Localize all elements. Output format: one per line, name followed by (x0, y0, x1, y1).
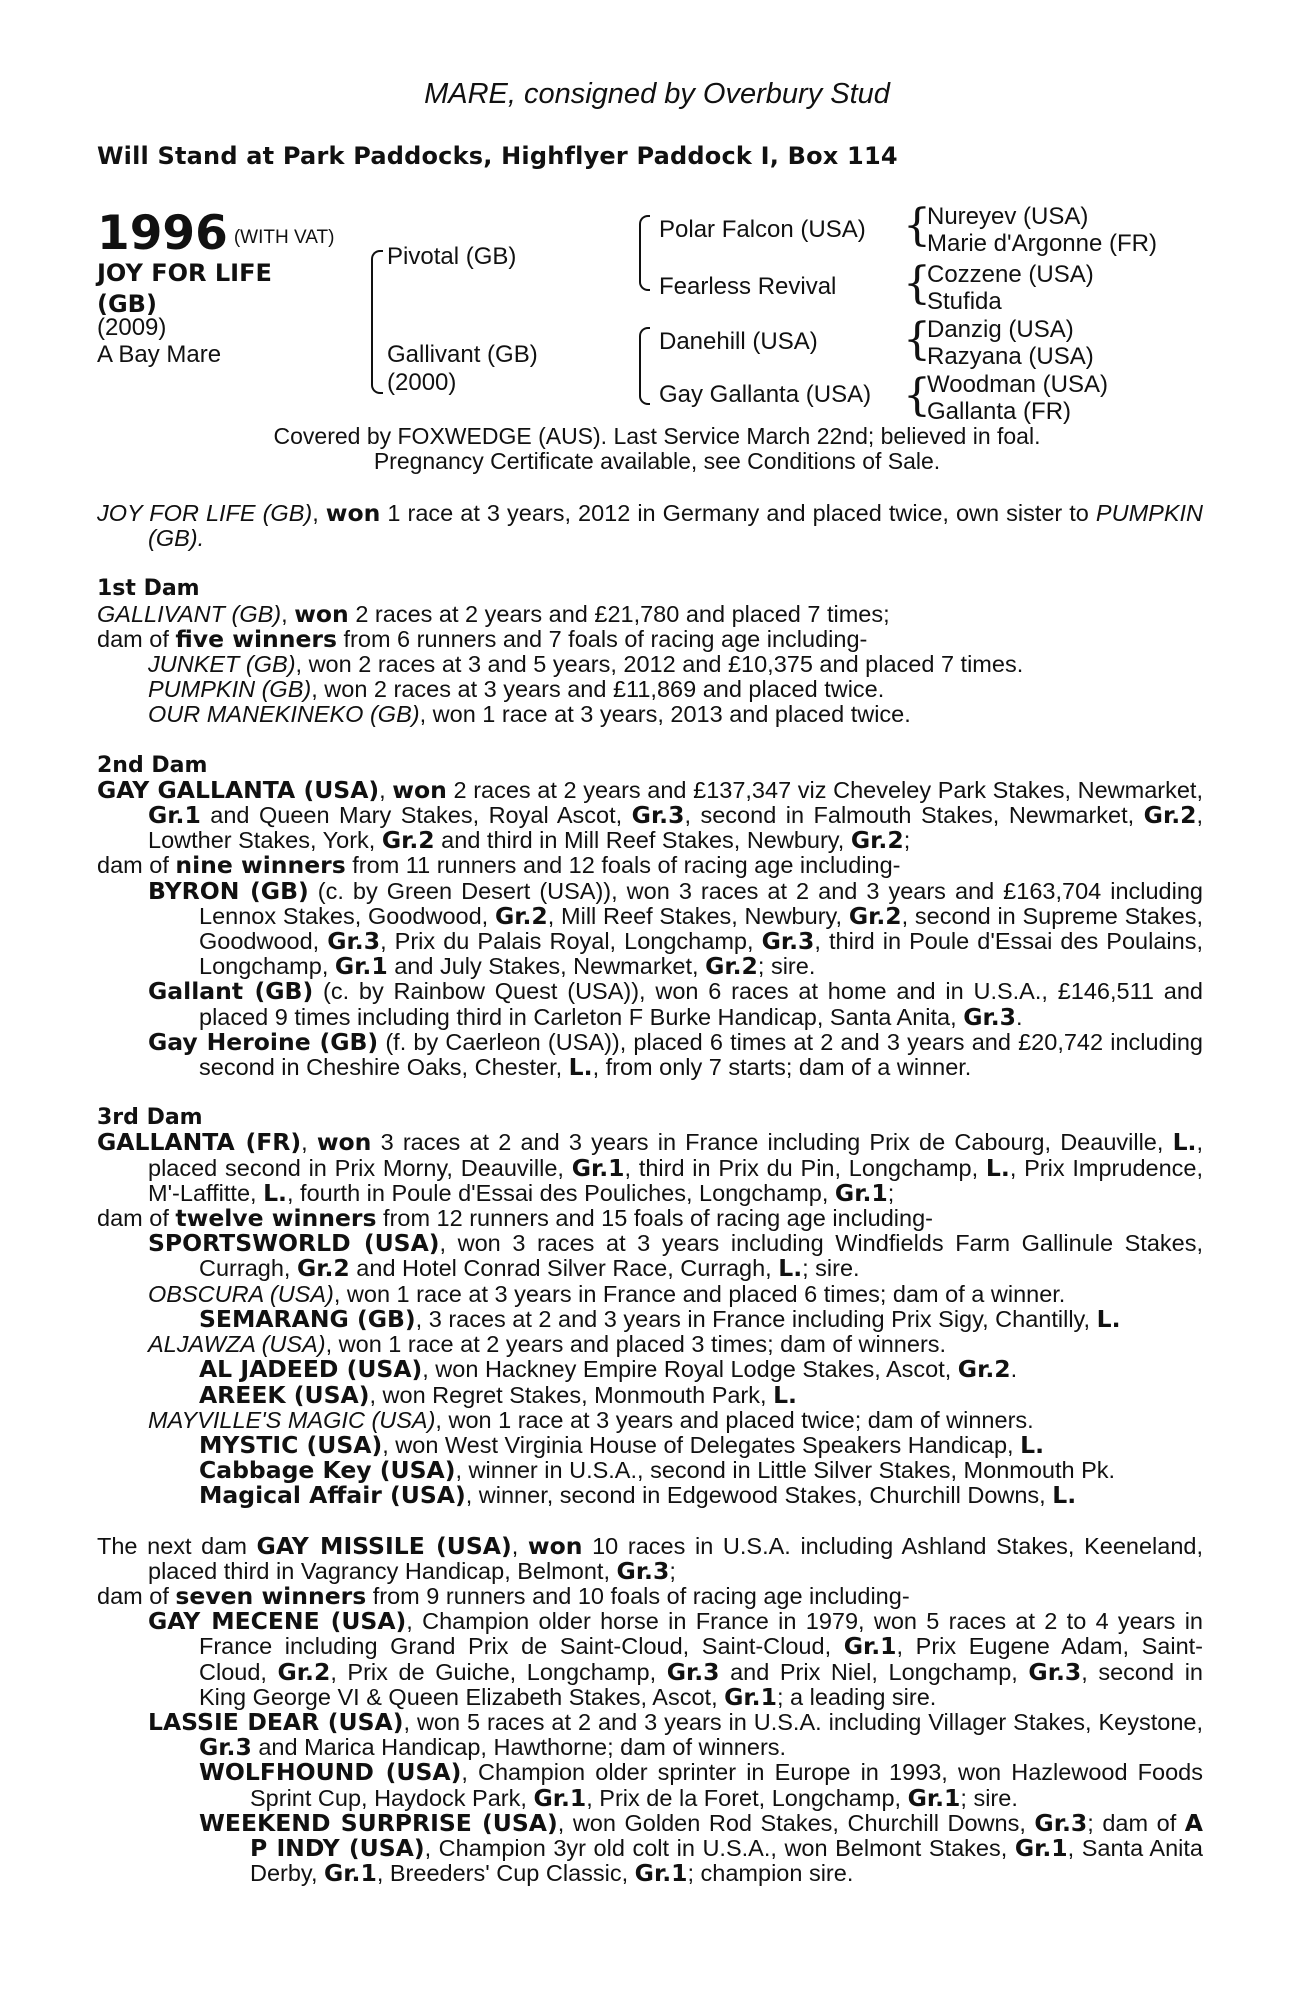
grade-label: Gr.2 (848, 901, 902, 930)
listed-label: L. (1096, 1304, 1121, 1333)
grade-label: Gr.3 (1028, 1657, 1082, 1686)
first-dam-summary (97, 624, 1203, 653)
record-text: , won 3 races at 3 years including Windfields Farm Gallinule Stakes, Curragh, (199, 1230, 1204, 1282)
pedigree-gen3-6: Razyana (USA) (927, 343, 1094, 370)
won-label: won (527, 1531, 583, 1560)
grade-label: Gr.3 (616, 1556, 670, 1585)
listed-label: L. (1172, 1128, 1197, 1157)
progeny-name: PUMPKIN (GB) (148, 676, 312, 703)
progeny-name: Gallant (GB) (148, 977, 314, 1006)
grade-label: Gr.2 (705, 952, 758, 981)
record-text: , Lowther Stakes, York, (148, 802, 1204, 854)
pedigree-gen2-1: Polar Falcon (USA) (659, 216, 866, 243)
grade-label: Gr.3 (631, 801, 685, 830)
progeny-name: MAYVILLE'S MAGIC (USA) (148, 1406, 436, 1433)
dam-of-label: dam of (97, 625, 176, 652)
pedigree-brace-3: { (903, 314, 931, 365)
progeny-name: MYSTIC (USA) (199, 1430, 383, 1459)
pedigree-gen2-2: Fearless Revival (659, 273, 837, 300)
third-dam-name: GALLANTA (FR) (97, 1128, 302, 1157)
horse-name-intro: JOY FOR LIFE (GB) (97, 500, 313, 526)
listed-label: L. (985, 1153, 1010, 1182)
record-text: and Hotel Conrad Silver Race, Curragh, (349, 1255, 779, 1282)
listed-label: L. (263, 1178, 287, 1207)
record-text: ; sire. (757, 953, 816, 980)
grade-label: Gr.1 (1014, 1833, 1068, 1862)
record-text: and July Stakes, Newmarket, (387, 953, 706, 980)
second-dam-summary (97, 853, 1203, 878)
progeny-name: WOLFHOUND (USA) (199, 1758, 462, 1787)
record-text: 10 races in U.S.A. including Ashland Stakes, Keeneland, placed third in Vagrancy Handicap, Belmont, (148, 1532, 1204, 1584)
grade-label: Gr.1 (571, 1153, 625, 1182)
progeny-name: AREEK (USA) (199, 1380, 370, 1409)
progeny-mayvilles-magic (97, 1408, 1203, 1433)
record-text: (c. by Rainbow Quest (USA)), won 6 races at home and in U.S.A., £146,511 and placed 9 times including third in Carleton F Burke Handicap, Santa Anita, (199, 978, 1203, 1030)
winners-count: twelve winners (175, 1204, 377, 1233)
pedigree-brace-1: { (903, 200, 931, 251)
next-dam-summary (97, 1581, 1203, 1610)
grade-label: Gr.1 (724, 1682, 777, 1711)
record-text: , won West Virginia House of Delegates Speakers Handicap, (382, 1431, 1021, 1458)
progeny-name: Cabbage Key (USA) (199, 1456, 456, 1485)
listed-label: L. (773, 1380, 797, 1409)
next-dam-name: GAY MISSILE (USA) (256, 1531, 512, 1560)
progeny-name: SPORTSWORLD (USA) (148, 1229, 440, 1258)
record-text: ; sire. (960, 1784, 1018, 1811)
pedigree-bracket-gen1 (371, 250, 383, 394)
grade-label: Gr.2 (381, 826, 435, 855)
record-text: ; (887, 1179, 895, 1206)
third-dam-heading: 3rd Dam (97, 1105, 203, 1131)
pedigree-brace-4: { (903, 370, 931, 421)
record-text: , third in Prix du Pin, Longchamp, (624, 1154, 986, 1181)
pedigree-gen3-8: Gallanta (FR) (927, 398, 1072, 425)
record-text: and Prix Niel, Longchamp, (719, 1658, 1029, 1685)
first-dam-record: GALLIVANT (GB), won 2 races at 2 years and £21,780 and placed 7 times; (97, 599, 890, 628)
horse-name-country: (GB) (97, 290, 157, 318)
dam-of-label: dam of (97, 852, 176, 879)
pedigree-gen3-3: Cozzene (USA) (927, 261, 1094, 288)
dam-of-text: from 9 runners and 10 foals of racing age including- (366, 1582, 910, 1609)
second-dam-heading: 2nd Dam (97, 752, 208, 778)
vat-note: (WITH VAT) (233, 227, 335, 248)
grand-progeny-magical-affair (97, 1483, 1203, 1508)
progeny-gallant (97, 979, 1203, 1029)
progeny-name: WEEKEND SURPRISE (USA) (199, 1808, 558, 1837)
listed-label: L. (1020, 1430, 1045, 1459)
record-text: , Prix du Palais Royal, Longchamp, (380, 928, 762, 955)
record-text: , winner, second in Edgewood Stakes, Churchill Downs, (465, 1482, 1053, 1509)
grade-label: Gr.2 (957, 1355, 1011, 1384)
record-text: , second in Falmouth Stakes, Newmarket, (684, 802, 1144, 829)
pedigree-bracket-dam-side (639, 327, 650, 405)
progeny-name: OBSCURA (USA) (148, 1280, 334, 1307)
pedigree-gen3-1: Nureyev (USA) (927, 203, 1089, 230)
record-text: and Marica Handicap, Hawthorne; dam of winners. (251, 1734, 787, 1761)
grade-label: Gr.2 (850, 826, 904, 855)
record-text: , won 5 races at 2 and 3 years in U.S.A. including Villager Stakes, Keystone, (403, 1708, 1204, 1735)
record-text: , fourth in Poule d'Essai des Pouliches, Longchamp, (286, 1179, 835, 1206)
grade-label: Gr.2 (1143, 801, 1197, 830)
dam-of-label: dam of (97, 1205, 176, 1232)
grade-label: Gr.2 (296, 1254, 350, 1283)
first-dam-name: GALLIVANT (GB) (97, 600, 282, 627)
grade-label: Gr.3 (199, 1733, 252, 1762)
pedigree-gen2-3: Danehill (USA) (659, 328, 818, 355)
horse-description: A Bay Mare (97, 341, 222, 368)
grade-label: Gr.1 (533, 1783, 587, 1812)
record-text: 2 races at 2 years and £137,347 viz Cheveley Park Stakes, Newmarket, (446, 776, 1203, 803)
pedigree-gen3-5: Danzig (USA) (927, 316, 1074, 343)
dam-of-text: from 6 runners and 7 foals of racing age including- (336, 625, 868, 652)
won-label: won (325, 499, 381, 527)
grand-progeny-weekend-surprise (97, 1808, 1203, 1888)
next-dam-label: The next dam (97, 1532, 257, 1559)
grade-label: Gr.1 (907, 1783, 961, 1812)
spacer (97, 1080, 1203, 1105)
progeny-text: , won 1 race at 3 years, 2013 and placed twice. (419, 701, 911, 728)
pedigree-sire: Pivotal (GB) (387, 243, 517, 270)
record-text: (c. by Green Desert (USA)), won 3 races at 2 and 3 years and £163,704 including Lennox Stakes, Goodwood, (199, 877, 1203, 929)
grade-label: Gr.1 (843, 1632, 897, 1661)
third-dam-summary (97, 1206, 1203, 1231)
grade-label: Gr.2 (494, 901, 548, 930)
record-text: , Prix de la Foret, Longchamp, (586, 1784, 908, 1811)
grand-progeny-mystic (97, 1430, 1203, 1459)
progeny-name: SEMARANG (GB) (199, 1304, 416, 1333)
progeny-obscura (97, 1282, 1203, 1307)
record-text: , Santa Anita Derby, (250, 1834, 1203, 1887)
pregnancy-note: Pregnancy Certificate available, see Conditions of Sale. (373, 448, 941, 474)
winners-count: nine winners (175, 851, 346, 880)
dam-of-text: from 12 runners and 15 foals of racing age including- (376, 1205, 933, 1232)
grade-label: Gr.1 (148, 801, 201, 830)
progeny-sportsworld (97, 1231, 1203, 1281)
won-label: won (294, 599, 349, 628)
grade-label: Gr.3 (1034, 1808, 1088, 1837)
record-text: , second in King George VI & Queen Elizabeth Stakes, Ascot, (199, 1658, 1203, 1710)
spacer (97, 1509, 1203, 1534)
grade-label: Gr.1 (634, 1859, 688, 1888)
record-text: , 3 races at 2 and 3 years in France including Prix Sigy, Chantilly, (415, 1305, 1097, 1332)
foaling-year: (2009) (97, 314, 167, 341)
progeny-byron (97, 876, 1203, 981)
progeny-name: JUNKET (GB) (148, 651, 296, 678)
listed-label: L. (1052, 1481, 1077, 1510)
record-text: and third in Mill Reef Stakes, Newbury, (434, 827, 851, 854)
record-text: , Mill Reef Stakes, Newbury, (547, 902, 849, 929)
record-text: , won Hackney Empire Royal Lodge Stakes, Ascot, (422, 1356, 958, 1383)
record-text: , Prix Eugene Adam, Saint-Cloud, (199, 1633, 1203, 1685)
record-text: ; dam of (1087, 1809, 1185, 1836)
horse-name: JOY FOR LIFE (97, 259, 272, 287)
progeny-gay-mecene (97, 1609, 1203, 1710)
record-text: , Champion older horse in France in 1979, won 5 races at 2 to 4 years in France including Grand Prix de Saint-Cloud, Saint-Cloud, (199, 1608, 1203, 1660)
progeny-row (97, 677, 1203, 702)
progeny-gay-heroine (97, 1027, 1203, 1082)
next-dam-record: The next dam GAY MISSILE (USA), won 10 races in U.S.A. including Ashland Stakes, Keeneland, placed third in Vagrancy Handicap, Belmont, Gr.3; (97, 1531, 1204, 1585)
catalogue-text (97, 501, 1203, 1886)
grade-label: Gr.3 (327, 927, 381, 956)
progeny-text: , won 2 races at 3 years and £11,869 and placed twice. (311, 676, 885, 703)
progeny-text: , won 2 races at 3 and 5 years, 2012 and £10,375 and placed 7 times. (295, 651, 1024, 678)
sister-name: PUMPKIN (GB). (148, 500, 1203, 552)
listed-label: L. (778, 1254, 803, 1283)
spacer (97, 551, 1203, 576)
record-text: ; sire. (802, 1255, 860, 1282)
record-text: , Champion 3yr old colt in U.S.A., won Belmont Stakes, (424, 1834, 1015, 1861)
winners-count: seven winners (175, 1581, 367, 1610)
progeny-name: Gay Heroine (GB) (148, 1027, 379, 1056)
consignment-title: MARE, consigned by Overbury Stud (424, 78, 890, 110)
pedigree-dam-year: (2000) (387, 369, 457, 396)
record-text: . (1016, 1003, 1023, 1030)
grade-label: Gr.3 (761, 927, 815, 956)
spacer (97, 728, 1203, 753)
intro-paragraph: JOY FOR LIFE (GB), won 1 race at 3 years, 2012 in Germany and placed twice, own sister to PUMPKIN (GB). (97, 499, 1203, 552)
record-text: , Prix Imprudence, M'-Laffitte, (148, 1154, 1204, 1206)
record-text: , won Golden Rod Stakes, Churchill Downs, (557, 1809, 1035, 1836)
progeny-name: AL JADEED (USA) (199, 1355, 423, 1384)
pedigree-gen3-2: Marie d'Argonne (FR) (927, 230, 1157, 257)
grade-label: Gr.1 (334, 952, 388, 981)
progeny-name: LASSIE DEAR (USA) (148, 1707, 404, 1736)
record-text: , winner in U.S.A., second in Little Silver Stakes, Monmouth Pk. (455, 1457, 1116, 1484)
stable-location: Will Stand at Park Paddocks, Highflyer Paddock I, Box 114 (97, 142, 898, 170)
second-dam-name: GAY GALLANTA (USA) (97, 775, 380, 804)
covering-note: Covered by FOXWEDGE (AUS). Last Service March 22nd; believed in foal. (273, 423, 1041, 449)
won-label: won (392, 775, 447, 804)
record-text: , won 1 race at 2 years and placed 3 times; dam of winners. (325, 1331, 947, 1358)
pedigree-gen3-7: Woodman (USA) (927, 371, 1108, 398)
first-dam-heading: 1st Dam (97, 576, 200, 602)
dam-of-text: from 11 runners and 12 foals of racing age including- (345, 852, 901, 879)
grand-progeny-cabbage-key (97, 1458, 1203, 1483)
pedigree-gen3-4: Stufida (927, 288, 1002, 315)
progeny-name: A P INDY (USA) (250, 1808, 1203, 1862)
record-text: , won Regret Stakes, Monmouth Park, (369, 1381, 774, 1408)
progeny-name: GAY MECENE (USA) (148, 1607, 407, 1636)
record-text: , from only 7 starts; dam of a winner. (592, 1054, 972, 1081)
listed-label: L. (568, 1053, 593, 1082)
lot-number: 1996 (97, 206, 228, 261)
record-text: ; (903, 827, 911, 854)
record-text: ; champion sire. (687, 1860, 854, 1887)
record-text: . (1010, 1356, 1018, 1383)
record-text: , Prix de Guiche, Longchamp, (330, 1658, 667, 1685)
first-dam-text: 2 races at 2 years and £21,780 and placed 7 times; (348, 600, 890, 627)
progeny-row (97, 702, 1203, 727)
dam-of-label: dam of (97, 1582, 176, 1609)
progeny-lassie-dear (97, 1707, 1204, 1762)
record-text: (f. by Caerleon (USA)), placed 6 times at 2 and 3 years and £20,742 including second in Cheshire Oaks, Chester, (199, 1028, 1203, 1081)
second-dam-record: GAY GALLANTA (USA), won 2 races at 2 years and £137,347 viz Cheveley Park Stakes, Newmarket, Gr.1 and Queen Mary Stakes, Royal Ascot, Gr.3, second in Falmouth Stakes, Newmarket, Gr.2, Lowther Stakes, York, Gr.2 and third in Mill Reef Stakes, Newbury, Gr.2; (97, 775, 1204, 855)
pedigree-dam: Gallivant (GB) (387, 341, 538, 368)
record-text: , placed second in Prix Morny, Deauville, (148, 1129, 1204, 1181)
grand-progeny-areek (97, 1380, 1203, 1409)
progeny-name: OUR MANEKINEKO (GB) (148, 701, 420, 728)
record-text: , Champion older sprinter in Europe in 1993, won Hazlewood Foods Sprint Cup, Haydock Park, (250, 1759, 1203, 1811)
grade-label: Gr.3 (666, 1657, 720, 1686)
grand-progeny-wolfhound (97, 1760, 1203, 1810)
progeny-name: BYRON (GB) (148, 876, 309, 905)
pedigree-gen2-4: Gay Gallanta (USA) (659, 381, 872, 408)
grade-label: Gr.2 (277, 1657, 331, 1686)
record-text: , second in Supreme Stakes, Goodwood, (199, 902, 1203, 955)
progeny-row (97, 652, 1203, 677)
lot-number-line (97, 206, 334, 261)
third-dam-record: GALLANTA (FR), won 3 races at 2 and 3 years in France including Prix de Cabourg, Deauville, L., placed second in Prix Morny, Deauville, Gr.1, third in Prix du Pin, Longchamp, L., Prix Imprudence, M'-Laffitte, L., fourth in Poule d'Essai des Pouliches, Longchamp, Gr.1; (97, 1128, 1204, 1207)
progeny-aljawza (97, 1332, 1203, 1357)
grade-label: Gr.1 (324, 1859, 377, 1888)
grade-label: Gr.3 (963, 1002, 1016, 1031)
won-label: won (316, 1128, 372, 1157)
grand-progeny-semarang (97, 1304, 1203, 1333)
record-text: ; a leading sire. (776, 1683, 937, 1710)
pedigree-brace-2: { (903, 258, 931, 309)
intro-text: 1 race at 3 years, 2012 in Germany and placed twice, own sister to (380, 500, 1096, 526)
record-text: , Breeders' Cup Classic, (376, 1860, 635, 1887)
grade-label: Gr.1 (834, 1178, 888, 1207)
record-text: and Queen Mary Stakes, Royal Ascot, (200, 802, 632, 829)
grand-progeny-al-jadeed (97, 1357, 1203, 1382)
record-text: , third in Poule d'Essai des Poulains, Longchamp, (199, 928, 1203, 980)
pedigree-bracket-sire-side (639, 215, 650, 291)
record-text: , won 1 race at 3 years in France and placed 6 times; dam of a winner. (333, 1280, 1066, 1307)
record-text: , won 1 race at 3 years and placed twice; dam of winners. (435, 1406, 1034, 1433)
progeny-name: Magical Affair (USA) (199, 1481, 466, 1510)
progeny-name: ALJAWZA (USA) (148, 1331, 326, 1358)
record-text: ; (669, 1557, 676, 1584)
winners-count: five winners (175, 624, 337, 653)
record-text: 3 races at 2 and 3 years in France including Prix de Cabourg, Deauville, (371, 1129, 1173, 1156)
